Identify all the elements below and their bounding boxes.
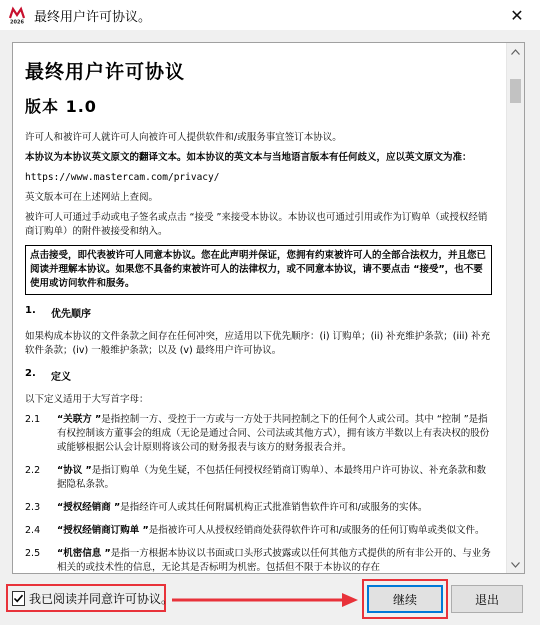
vertical-scrollbar[interactable] bbox=[506, 43, 524, 573]
definition-text bbox=[57, 464, 492, 492]
definition-text bbox=[57, 524, 492, 538]
definition-text bbox=[57, 501, 492, 515]
close-button[interactable] bbox=[494, 0, 540, 30]
definition-term: “机密信息 ” bbox=[57, 548, 111, 559]
exit-button[interactable]: 退出 bbox=[451, 585, 523, 613]
agree-checkbox-label[interactable]: 我已阅读并同意许可协议。 bbox=[29, 591, 174, 606]
intro-paragraph: 许可人和被许可人就许可人向被许可人提供软件和/或服务事宜签订本协议。 bbox=[25, 132, 342, 143]
agree-checkbox[interactable] bbox=[12, 591, 25, 606]
title-bar bbox=[0, 0, 540, 30]
definition-body: 是指被许可人从授权经销商处获得软件许可和/或服务的任何订购单或类似文件。 bbox=[148, 525, 485, 536]
section-heading-definitions bbox=[25, 368, 492, 383]
section-heading-precedence bbox=[25, 305, 492, 320]
definition-number: 2.2 bbox=[25, 465, 41, 476]
definition-body: 是指控制一方、受控于一方或与一方处于共同控制之下的任何个人或公司。其中 “控制 ”是指有权控制该方董事会的组成（无论是通过合同、公司法或其他方式），拥有该方半数以上有表决权的股份或能够根据公认会计原则将该公司的财务报表与该方的财务报表合并。 bbox=[57, 414, 490, 453]
privacy-url: https://www.mastercam.com/privacy/ bbox=[25, 172, 220, 183]
section-title: 优先顺序 bbox=[51, 309, 91, 320]
logo-year-text: 2026 bbox=[10, 19, 24, 24]
section-title: 定义 bbox=[51, 372, 71, 383]
definition-item bbox=[25, 524, 492, 538]
precedence-paragraph: 如果构成本协议的文件条款之间存在任何冲突，应适用以下优先顺序：(i) 订购单；(ii) 补充维护条款；(iii) 补充软件条款；(iv) 一般维护条款；以及 (v) 最终用户许可协议。 bbox=[25, 331, 491, 356]
window-title: 最终用户许可协议。 bbox=[34, 9, 152, 25]
definition-item bbox=[25, 547, 492, 573]
mastercam-logo-icon bbox=[8, 6, 26, 24]
definition-text bbox=[57, 547, 492, 573]
chevron-down-icon bbox=[511, 562, 520, 568]
acceptance-notice-box: 点击接受，即代表被许可人同意本协议。您在此声明并保证，您拥有约束被许可人的全部合法权力，并且您已阅读并理解本协议。如果您不具备约束被许可人的法律权力，或不同意本协议，请不要点击 “接受”，也不要使用或访问软件和服务。 bbox=[25, 245, 492, 295]
definition-term: “授权经销商 ” bbox=[57, 502, 121, 513]
definition-item bbox=[25, 464, 492, 492]
footer-bar bbox=[0, 572, 540, 625]
definition-item bbox=[25, 413, 492, 455]
definitions-intro: 以下定义适用于大写首字母： bbox=[25, 394, 149, 405]
scroll-thumb[interactable] bbox=[510, 79, 521, 103]
close-icon: ✕ bbox=[510, 5, 524, 25]
annotation-arrow-icon bbox=[170, 590, 360, 610]
definition-text bbox=[57, 413, 492, 455]
checkmark-icon bbox=[13, 593, 24, 604]
section-number: 1. bbox=[25, 305, 36, 316]
document-title: 最终用户许可协议 bbox=[25, 61, 186, 83]
definition-number: 2.4 bbox=[25, 525, 41, 536]
scroll-up-button[interactable] bbox=[507, 43, 524, 60]
definition-number: 2.3 bbox=[25, 502, 41, 513]
scroll-down-button[interactable] bbox=[507, 556, 524, 573]
definition-body: 是指经许可人或其任何附属机构正式批准销售软件许可和/或服务的实体。 bbox=[120, 502, 428, 513]
chevron-up-icon bbox=[511, 49, 520, 55]
english-version-note: 英文版本可在上述网站上查阅。 bbox=[25, 192, 159, 203]
continue-button-highlight bbox=[362, 579, 448, 619]
agree-checkbox-highlight[interactable] bbox=[6, 584, 174, 612]
license-document-panel[interactable] bbox=[12, 42, 525, 574]
definition-body: 是指一方根据本协议以书面或口头形式披露或以任何其他方式提供的所有非公开的、与业务相关的或技术性的信息，无论其是否标明为机密。包括但不限于本协议的存在 bbox=[57, 548, 491, 573]
translation-note: 本协议为本协议英文原文的翻译文本。如本协议的英文本与当地语言版本有任何歧义，应以英文原文为准： bbox=[25, 152, 472, 163]
definition-term: “授权经销商订购单 ” bbox=[57, 525, 149, 536]
definition-term: “关联方 ” bbox=[57, 414, 102, 425]
definition-body: 是指订购单（为免生疑，不包括任何授权经销商订购单）、本最终用户许可协议、补充条款和数据隐私条款。 bbox=[57, 465, 487, 490]
definition-number: 2.5 bbox=[25, 548, 41, 559]
document-version: 版本 1.0 bbox=[25, 97, 97, 116]
definition-item bbox=[25, 501, 492, 515]
license-text-area bbox=[13, 43, 506, 573]
continue-button[interactable]: 继续 bbox=[367, 585, 443, 613]
section-number: 2. bbox=[25, 368, 36, 379]
definition-number: 2.1 bbox=[25, 414, 41, 425]
acceptance-method-paragraph: 被许可人可通过手动或电子签名或点击 “接受 ”来接受本协议。本协议也可通过引用或作为订购单（或授权经销商订购单）的附件被接受和纳入。 bbox=[25, 212, 488, 237]
definition-term: “协议 ” bbox=[57, 465, 92, 476]
